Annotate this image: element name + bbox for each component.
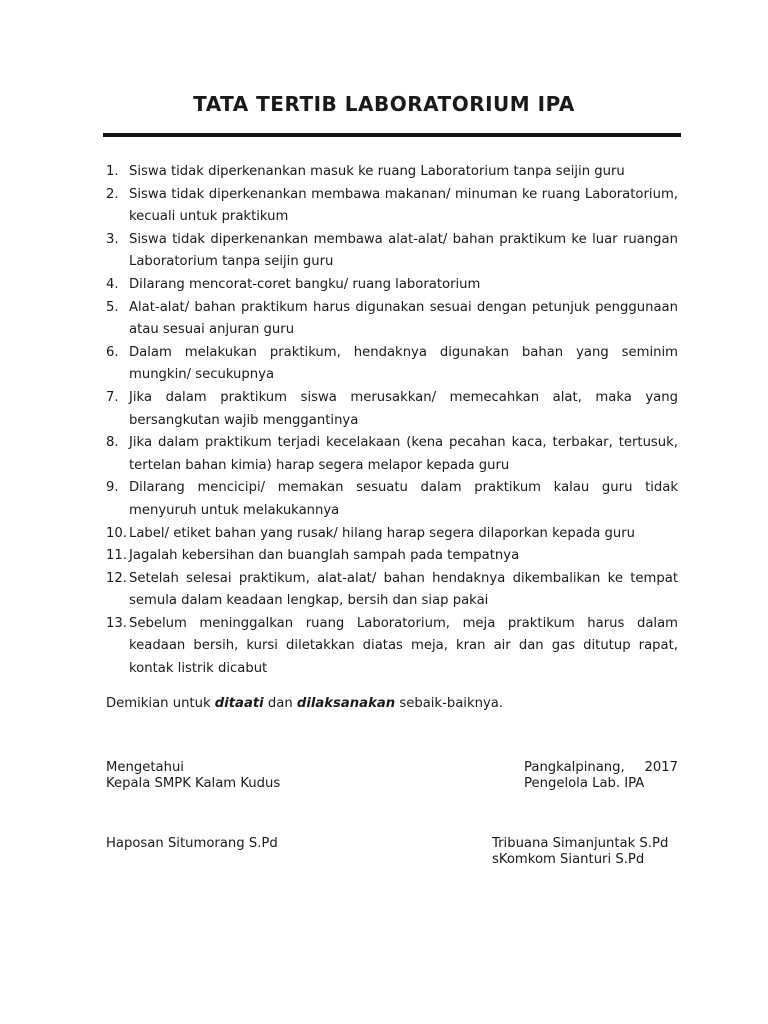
rule-text: Dilarang mencorat-coret bangku/ ruang laboratorium: [129, 276, 481, 292]
rule-number: 10.: [106, 525, 127, 541]
rule-text: Jagalah kebersihan dan buanglah sampah pada tempatnya: [129, 548, 520, 564]
rule-number: 13.: [106, 615, 127, 631]
rule-number: 1.: [106, 164, 119, 179]
closing-prefix: Demikian untuk: [106, 696, 215, 711]
closing-middle: dan: [263, 696, 297, 711]
rule-text: Setelah selesai praktikum, alat-alat/ bahan hendaknya dikembalikan ke tempat semula dalam keadaan lengkap, bersih dan siap pakai: [129, 570, 678, 609]
signatory-right-name1: Tribuana Simanjuntak S.Pd: [492, 836, 669, 851]
signature-block-right: [524, 760, 678, 792]
place-date: [524, 760, 678, 776]
rule-text: Jika dalam praktikum terjadi kecelakaan (kena pecahan kaca, terbakar, tertusuk, tertelan bahan kimia) harap segera melapor kepada guru: [129, 435, 678, 473]
rule-number: 3.: [106, 231, 119, 247]
rule-number: 9.: [106, 480, 119, 496]
rule-number: 5.: [106, 299, 119, 315]
rule-text: Siswa tidak diperkenankan membawa makanan/ minuman ke ruang Laboratorium, kecuali untuk praktikum: [129, 186, 678, 225]
document-title: TATA TERTIB LABORATORIUM IPA: [193, 92, 575, 116]
signature-right-line2: Pengelola Lab. IPA: [524, 776, 645, 791]
rule-item: [106, 432, 678, 477]
rule-text: Siswa tidak diperkenankan membawa alat-alat/ bahan praktikum ke luar ruangan Laboratorium tanpa seijin guru: [129, 231, 678, 270]
closing-suffix: sebaik-baiknya.: [395, 696, 504, 711]
rule-text: Alat-alat/ bahan praktikum harus digunakan sesuai dengan petunjuk penggunaan atau sesuai anjuran guru: [129, 299, 678, 338]
rule-number: 6.: [106, 344, 119, 360]
rules-list: [106, 161, 678, 681]
rule-item: [106, 477, 678, 522]
signature-block-left: [106, 760, 280, 792]
closing-statement: [106, 696, 503, 711]
rule-item: [106, 229, 678, 274]
rule-text: Dilarang mencicipi/ memakan sesuatu dalam praktikum kalau guru tidak menyuruh untuk melakukannya: [129, 480, 678, 518]
rule-item: [106, 523, 678, 546]
rule-text: Dalam melakukan praktikum, hendaknya digunakan bahan yang seminim mungkin/ secukupnya: [129, 344, 678, 383]
closing-emphasis-dilaksanakan: dilaksanakan: [296, 696, 396, 711]
signature-left-line1: Mengetahui: [106, 760, 184, 775]
rule-item: [106, 342, 678, 387]
signature-left-line2: Kepala SMPK Kalam Kudus: [106, 776, 281, 791]
rule-number: 12.: [106, 570, 127, 586]
rule-number: 7.: [106, 389, 119, 405]
rule-item: [106, 184, 678, 229]
rule-item: [106, 545, 678, 568]
rule-text: Label/ etiket bahan yang rusak/ hilang harap segera dilaporkan kepada guru: [129, 525, 635, 541]
rule-text: Sebelum meninggalkan ruang Laboratorium, meja praktikum harus dalam keadaan bersih, kursi diletakkan diatas meja, kran air dan gas ditutup rapat, kontak listrik dicabut: [129, 615, 678, 677]
signatory-right-name2: sKomkom Sianturi S.Pd: [492, 852, 645, 867]
rule-number: 2.: [106, 186, 119, 202]
rule-item: [106, 568, 678, 613]
signatory-right-names: [492, 836, 668, 868]
rule-number: 4.: [106, 276, 119, 292]
closing-emphasis-ditaati: ditaati: [214, 696, 264, 711]
rule-item: [106, 297, 678, 342]
rule-number: 11.: [106, 548, 127, 564]
rule-text: Siswa tidak diperkenankan masuk ke ruang Laboratorium tanpa seijin guru: [129, 164, 625, 179]
rule-text: Jika dalam praktikum siswa merusakkan/ memecahkan alat, maka yang bersangkutan wajib menggantinya: [129, 389, 678, 428]
signature-place: Pangkalpinang,: [524, 760, 625, 775]
rule-item: [106, 274, 678, 297]
rule-number: 8.: [106, 435, 119, 451]
rule-item: [106, 613, 678, 681]
signature-year: 2017: [644, 760, 678, 775]
title-underline: [103, 133, 681, 137]
signatory-left-name: Haposan Situmorang S.Pd: [106, 836, 278, 851]
rule-item: [106, 161, 678, 184]
rule-item: [106, 387, 678, 432]
